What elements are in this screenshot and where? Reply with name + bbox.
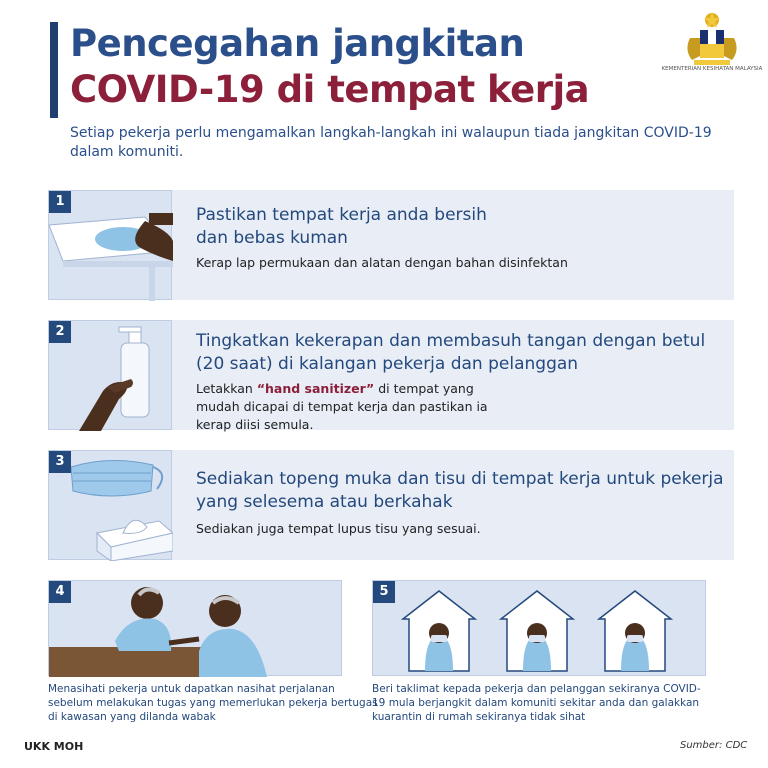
two-workers-icon xyxy=(49,581,343,677)
step-1-heading: Pastikan tempat kerja anda bersih dan bebas kuman xyxy=(196,205,487,248)
step-card-3 xyxy=(48,450,734,560)
step-1-detail: Kerap lap permukaan dan alatan dengan bahan disinfektan xyxy=(196,255,568,270)
step-number: 5 xyxy=(373,581,395,603)
step-3-illustration xyxy=(48,450,172,560)
ministry-name: KEMENTERIAN KESIHATAN MALAYSIA xyxy=(661,66,763,72)
title-accent-bar xyxy=(50,22,58,118)
intro-text: Setiap pekerja perlu mengamalkan langkah-langkah ini walaupun tiada jangkitan COVID-19 dalam komuniti. xyxy=(70,125,712,160)
footer-source: Sumber: CDC xyxy=(680,740,748,751)
step-3-detail: Sediakan juga tempat lupus tisu yang sesuai. xyxy=(196,521,481,536)
step-number: 2 xyxy=(49,321,71,343)
step-2-detail xyxy=(196,380,506,434)
home-quarantine-icon xyxy=(373,581,707,677)
footer-credit: UKK MOH xyxy=(24,740,84,753)
step-card-1 xyxy=(48,190,734,300)
step-number: 1 xyxy=(49,191,71,213)
detail-text: di tempat yang mudah dicapai di tempat kerja dan pastikan ia kerap diisi semula. xyxy=(196,381,488,432)
step-4-caption: Menasihati pekerja untuk dapatkan nasihat perjalanan sebelum melakukan tugas yang memerlukan pekerja bertugas di kawasan yang dilanda wabak xyxy=(48,683,378,723)
step-number: 4 xyxy=(49,581,71,603)
hand-sanitizer-highlight: “hand sanitizer” xyxy=(256,381,375,396)
step-1-illustration xyxy=(48,190,172,300)
step-card-2 xyxy=(48,320,734,430)
page-title-line2: COVID-19 di tempat kerja xyxy=(70,68,590,111)
detail-text: Letakkan xyxy=(196,381,257,396)
step-card-4 xyxy=(48,580,342,676)
step-2-illustration xyxy=(48,320,172,430)
step-3-heading: Sediakan topeng muka dan tisu di tempat kerja untuk pekerja yang selesema atau berkahak xyxy=(196,469,724,512)
step-2-heading: Tingkatkan kekerapan dan membasuh tangan dengan betul (20 saat) di kalangan pekerja dan pelanggan xyxy=(196,331,706,374)
step-number: 3 xyxy=(49,451,71,473)
page-title-line1: Pencegahan jangkitan xyxy=(70,22,525,65)
step-card-5 xyxy=(372,580,706,676)
step-5-caption: Beri taklimat kepada pekerja dan pelanggan sekiranya COVID-19 mula berjangkit dalam komuniti sekitar anda dan galakkan kuarantin di rumah sekiranya tidak sihat xyxy=(372,683,701,723)
